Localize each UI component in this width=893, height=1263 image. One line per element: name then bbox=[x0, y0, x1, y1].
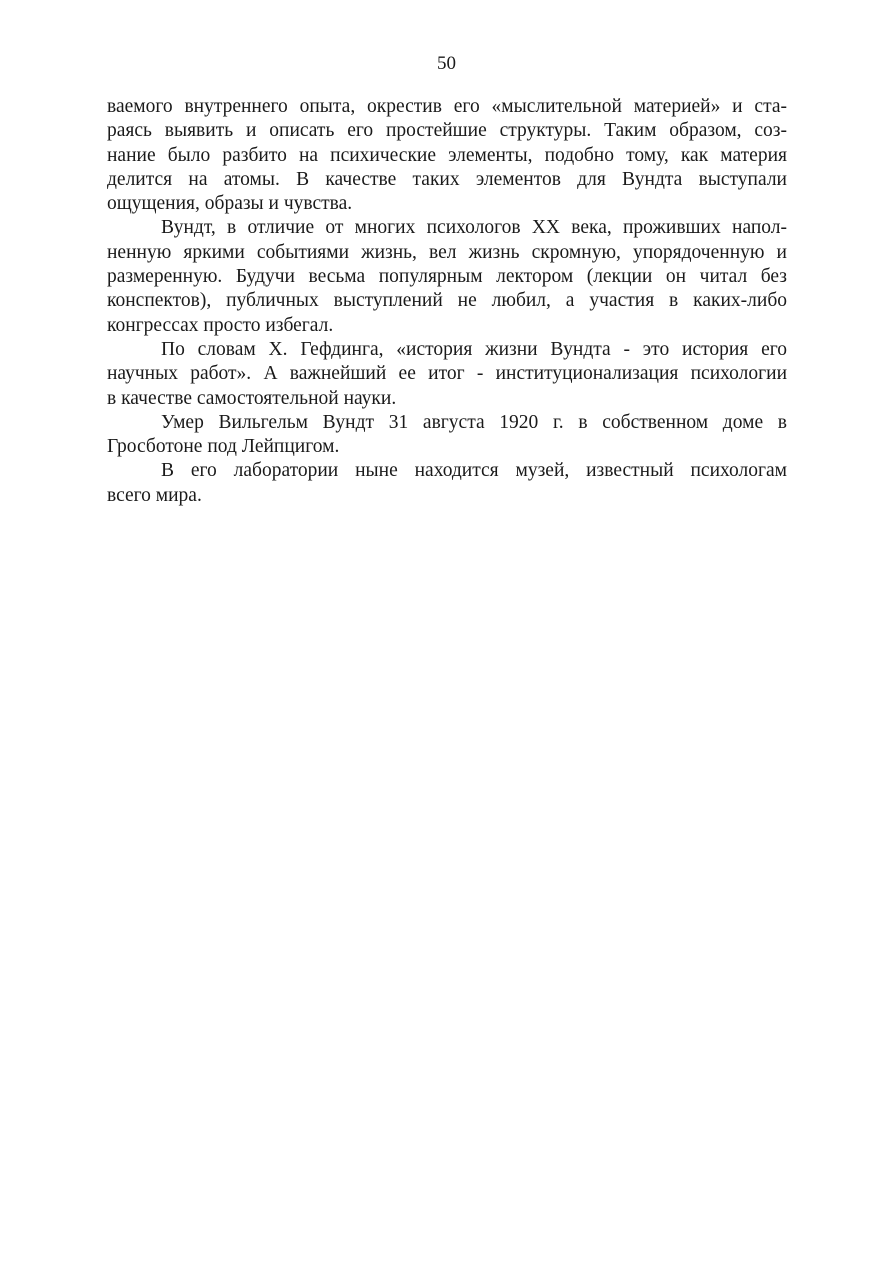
text-line: делится на атомы. В качестве таких элементов для Вундта выступали bbox=[107, 168, 787, 190]
text-line: ваемого внутреннего опыта, окрестив его «мыслительной материей» и ста- bbox=[107, 96, 787, 117]
text-line: Умер Вильгельм Вундт 31 августа 1920 г. в собственном доме в bbox=[161, 411, 787, 433]
body-text bbox=[107, 95, 787, 508]
text-line: раясь выявить и описать его простейшие структуры. Таким образом, соз- bbox=[107, 120, 787, 142]
text-line: нание было разбито на психические элементы, подобно тому, как материя bbox=[107, 144, 787, 166]
text-line: ощущения, образы и чувства. bbox=[107, 193, 353, 215]
text-line: в качестве самостоятельной науки. bbox=[107, 387, 397, 409]
text-line: конгрессах просто избегал. bbox=[107, 314, 334, 336]
text-line: В его лаборатории ныне находится музей, известный психологам bbox=[161, 460, 787, 482]
text-line: всего мира. bbox=[107, 484, 202, 506]
text-line: размеренную. Будучи весьма популярным лектором (лекции он читал без bbox=[107, 266, 787, 288]
text-line: Вундт, в отличие от многих психологов XX века, проживших напол- bbox=[161, 217, 787, 239]
text-line: Гросботоне под Лейпцигом. bbox=[107, 436, 340, 458]
page-number: 50 bbox=[437, 53, 456, 74]
text-line: ненную яркими событиями жизнь, вел жизнь скромную, упорядоченную и bbox=[107, 241, 787, 263]
text-line: научных работ». А важнейший ее итог - институционализация психологии bbox=[107, 363, 787, 385]
text-line: По словам Х. Гефдинга, «история жизни Вундта - это история его bbox=[161, 338, 787, 360]
text-line: конспектов), публичных выступлений не любил, а участия в каких-либо bbox=[107, 290, 787, 312]
